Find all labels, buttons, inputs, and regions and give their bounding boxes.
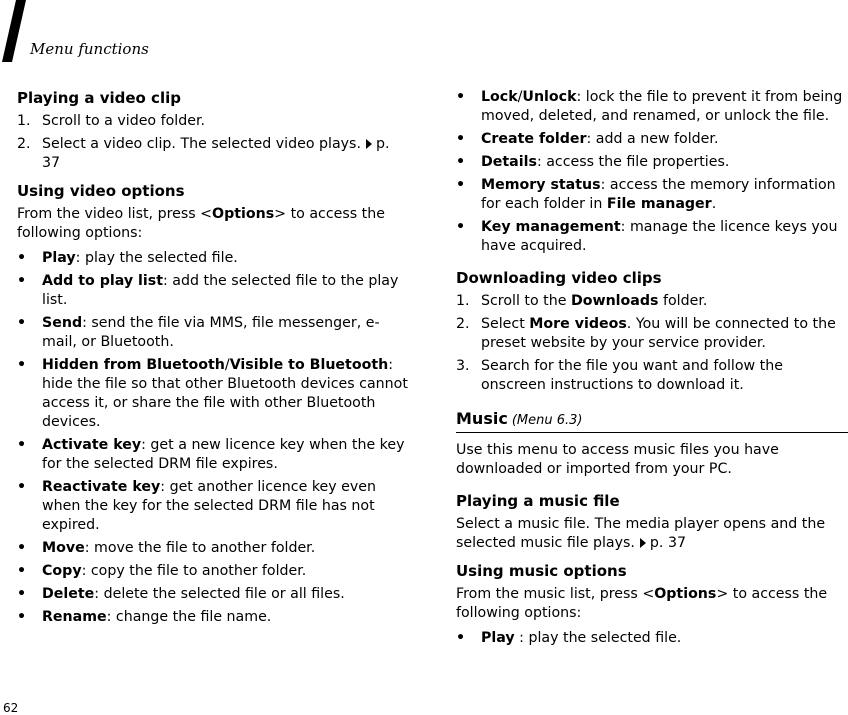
page-ref: p. 37	[649, 535, 687, 551]
list-item: • Memory status: access the memory information for each folder in File manager.	[456, 177, 836, 212]
list-item: • Hidden from Bluetooth/Visible to Bluetooth: hide the file so that other Bluetooth devices cannot access it, or share the file with other Bluetooth devices.	[17, 357, 408, 430]
list-item: • Rename: change the file name.	[17, 609, 272, 625]
list-item: • Play: play the selected file.	[17, 250, 238, 266]
bullet-icon: •	[17, 357, 27, 373]
list-item: • Key management: manage the licence keys you have acquired.	[456, 219, 838, 254]
video-options-heading: Using video options	[17, 182, 185, 200]
playing-video-heading: Playing a video clip	[17, 89, 181, 107]
music-section-header	[456, 409, 848, 433]
right-column	[456, 88, 848, 656]
music-options-intro: From the music list, press <Options> to access the following options:	[456, 586, 828, 621]
music-menu-number: (Menu 6.3)	[511, 413, 583, 428]
bullet-icon: •	[456, 177, 466, 193]
bullet-icon: •	[456, 154, 466, 170]
music-options-section	[456, 561, 848, 648]
list-item: • Details: access the file properties.	[456, 154, 730, 170]
list-item: • Lock/Unlock: lock the file to prevent it from being moved, deleted, and renamed, or unlock the file.	[456, 89, 843, 124]
music-title: Music	[456, 409, 508, 428]
video-options-list	[17, 249, 409, 627]
list-item: • Send: send the file via MMS, file messenger, e-mail, or Bluetooth.	[17, 315, 380, 350]
playing-music-heading: Playing a music file	[456, 492, 620, 510]
list-item: • Add to play list: add the selected file to the play list.	[17, 273, 399, 308]
list-item: 2. Select More videos. You will be connected to the preset website by your service provider.	[456, 316, 836, 351]
playing-music-section: Playing a music file Select a music file. The media player opens and the selected music file plays. p. 37	[456, 491, 848, 553]
page-ref-arrow-icon	[366, 139, 372, 149]
list-item: 1. Scroll to the Downloads folder.	[456, 293, 708, 309]
bullet-icon: •	[456, 89, 466, 105]
bullet-icon: •	[17, 563, 27, 579]
bullet-icon: •	[17, 479, 27, 495]
page-number: 62	[3, 701, 19, 715]
video-options-intro: From the video list, press <Options> to access the following options:	[17, 206, 385, 241]
playing-video-section	[17, 88, 409, 173]
bullet-icon: •	[456, 630, 466, 646]
music-options-heading: Using music options	[456, 562, 627, 580]
bullet-icon: •	[456, 131, 466, 147]
more-options-list	[456, 88, 848, 256]
music-intro: Use this menu to access music files you have downloaded or imported from your PC.	[456, 442, 779, 477]
video-options-section	[17, 181, 409, 627]
list-item: • Delete: delete the selected file or all files.	[17, 586, 345, 602]
downloading-heading: Downloading video clips	[456, 269, 662, 287]
bullet-icon: •	[17, 273, 27, 289]
bullet-icon: •	[17, 586, 27, 602]
list-item: • Reactivate key: get another licence key even when the key for the selected DRM file has not expired.	[17, 479, 377, 533]
music-options-list	[456, 629, 848, 648]
bullet-icon: •	[17, 315, 27, 331]
list-item: 3. Search for the file you want and follow the onscreen instructions to download it.	[456, 358, 783, 393]
bullet-icon: •	[17, 540, 27, 556]
list-item: • Play : play the selected file.	[456, 630, 682, 646]
list-item: • Activate key: get a new licence key when the key for the selected DRM file expires.	[17, 437, 405, 472]
list-item: • Create folder: add a new folder.	[456, 131, 719, 147]
downloading-section	[456, 268, 848, 395]
bullet-icon: •	[17, 250, 27, 266]
header-accent-bar	[2, 0, 26, 62]
bullet-icon: •	[17, 609, 27, 625]
list-item: • Move: move the file to another folder.	[17, 540, 316, 556]
bullet-icon: •	[456, 219, 466, 235]
list-item: 2. Select a video clip. The selected video plays. p. 37	[17, 136, 390, 171]
page-ref: p. 37	[42, 136, 390, 171]
page-header-title: Menu functions	[30, 40, 149, 58]
list-item: • Copy: copy the file to another folder.	[17, 563, 307, 579]
list-item: 1. Scroll to a video folder.	[17, 113, 206, 129]
bullet-icon: •	[17, 437, 27, 453]
page-ref-arrow-icon	[640, 538, 646, 548]
left-column	[17, 88, 409, 635]
downloading-steps	[456, 292, 848, 395]
